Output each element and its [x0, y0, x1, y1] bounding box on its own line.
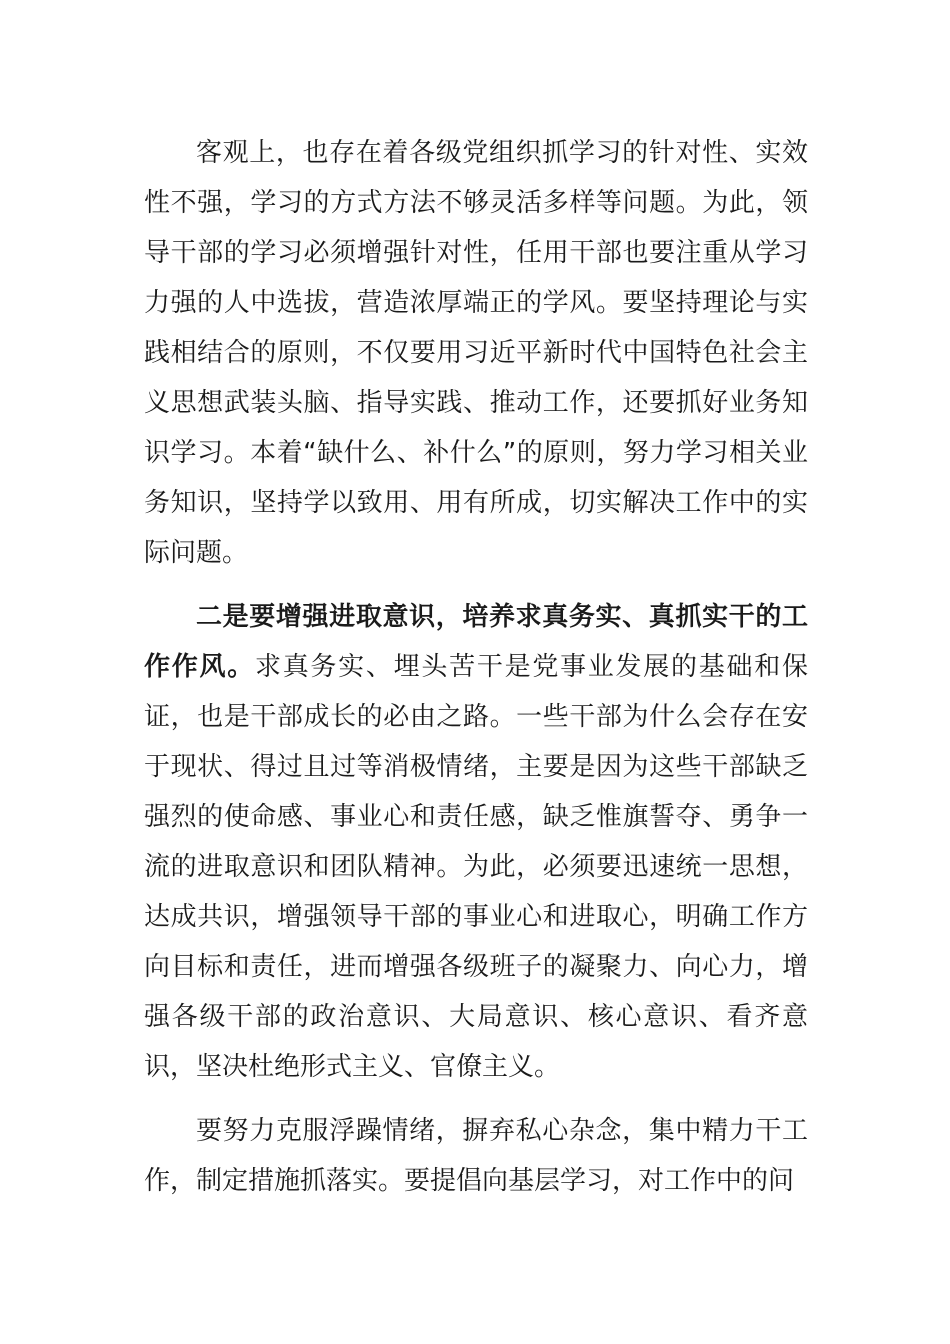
paragraph-3-text: 要努力克服浮躁情绪，摒弃私心杂念，集中精力干工作，制定措施抓落实。要提倡向基层学习，对工作中的问 — [144, 1116, 808, 1196]
paragraph-3 — [144, 1106, 808, 1206]
paragraph-2-heading: 二是要增强进取意识，培养求真务实、真抓实干的工作作风。 — [144, 602, 808, 682]
paragraph-2 — [144, 592, 808, 1092]
paragraph-1 — [144, 128, 808, 578]
document-page — [144, 128, 808, 1220]
paragraph-1-text: 客观上，也存在着各级党组织抓学习的针对性、实效性不强，学习的方式方法不够灵活多样等问题。为此，领导干部的学习必须增强针对性，任用干部也要注重从学习力强的人中选拔，营造浓厚端正的学风。要坚持理论与实践相结合的原则，不仅要用习近平新时代中国特色社会主义思想武装头脑、指导实践、推动工作，还要抓好业务知识学习。本着“缺什么、补什么”的原则，努力学习相关业务知识，坚持学以致用、用有所成，切实解决工作中的实际问题。 — [144, 138, 808, 568]
paragraph-2-text: 求真务实、埋头苦干是党事业发展的基础和保证，也是干部成长的必由之路。一些干部为什么会存在安于现状、得过且过等消极情绪，主要是因为这些干部缺乏强烈的使命感、事业心和责任感，缺乏惟旗誓夺、勇争一流的进取意识和团队精神。为此，必须要迅速统一思想，达成共识，增强领导干部的事业心和进取心，明确工作方向目标和责任，进而增强各级班子的凝聚力、向心力，增强各级干部的政治意识、大局意识、核心意识、看齐意识，坚决杜绝形式主义、官僚主义。 — [144, 652, 808, 1082]
